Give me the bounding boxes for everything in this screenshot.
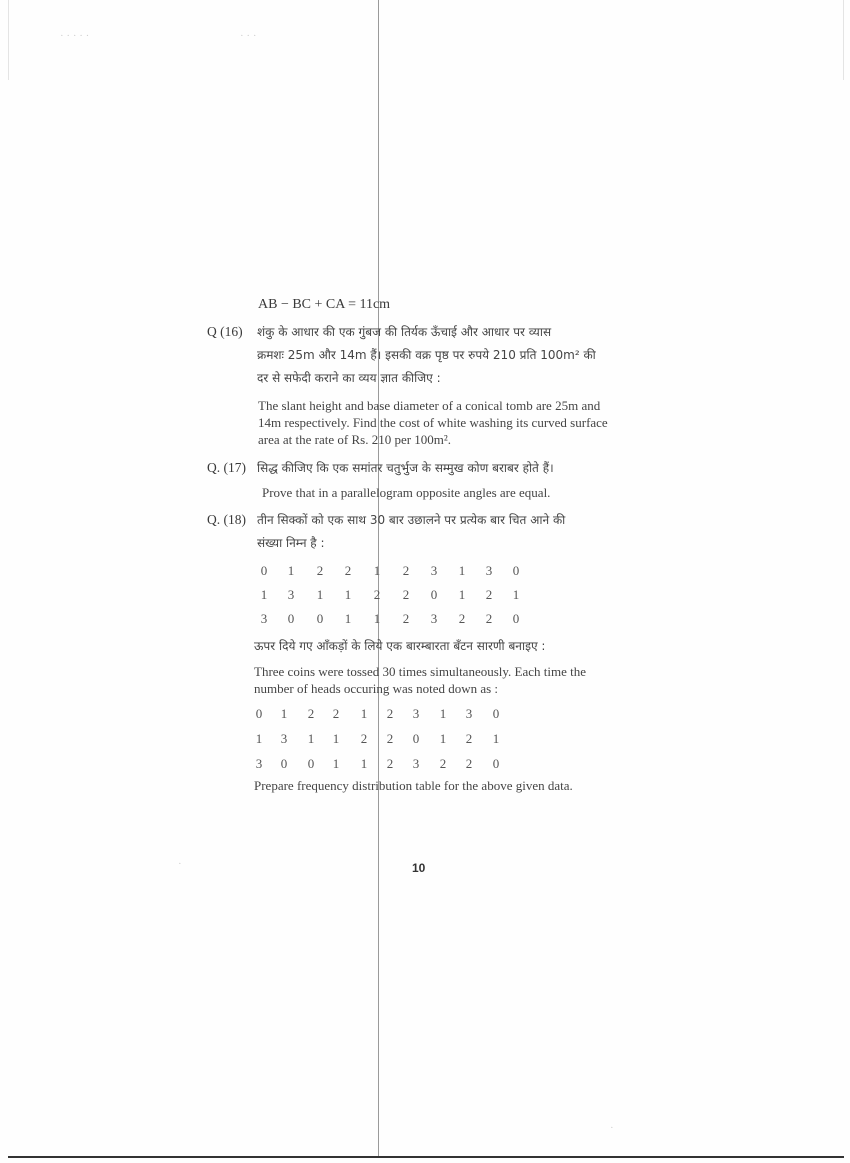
q16-english-line-2: 14m respectively. Find the cost of white washing its curved surface bbox=[258, 415, 608, 430]
scan-edge-right bbox=[843, 0, 844, 80]
q16-english-line-1: The slant height and base diameter of a conical tomb are 25m and bbox=[258, 398, 601, 413]
q18-english-line-2: number of heads occuring was noted down as : bbox=[254, 681, 499, 696]
q17-hindi: सिद्ध कीजिए कि एक समांतर चतुर्भुज के सम्मुख कोण बराबर होते हैं। bbox=[257, 461, 554, 475]
scan-fold-line bbox=[378, 0, 379, 1158]
q16-hindi-line-1: शंकु के आधार की एक गुंबज की तिर्यक ऊँचाई और आधार पर व्यास bbox=[257, 325, 552, 339]
bleed-through-mark: · · · bbox=[240, 30, 257, 42]
q16-hindi-line-3: दर से सफेदी कराने का व्यय ज्ञात कीजिए : bbox=[257, 371, 441, 385]
page-number: 10 bbox=[412, 861, 426, 875]
scan-bottom-edge bbox=[8, 1156, 844, 1158]
question-18-label: Q. (18) bbox=[207, 512, 246, 527]
q18-hindi-line-2: संख्या निम्न है : bbox=[257, 536, 325, 550]
scan-speck: · bbox=[178, 858, 182, 870]
q18-english-line-1: Three coins were tossed 30 times simultaneously. Each time the bbox=[254, 664, 587, 679]
q16-english-line-3: area at the rate of Rs. 210 per 100m². bbox=[258, 432, 452, 447]
document-page: · · · · · · · · AB − BC + CA = 11cm Q (16) शंकु के आधार की एक गुंबज की तिर्यक ऊँचाई और आधार पर व्यास क्रमशः 25m और 14m हैं। इसकी वक्र पृष्ठ पर रुपये 210 प्रति 100m² की दर से सफेदी कराने का व्यय ज्ञात कीजिए : The slant height and base diameter of a conical tomb are 25m and 14m respectively. Find the cost of white washing its curved surface area at the rate of Rs. 210 per 100m². Q. (17) सिद्ध कीजिए कि एक समांतर चतुर्भुज के सम्मुख कोण बराबर होते हैं। Prove that in a parallelogram opposite angles are equal. Q. (18) तीन सिक्कों को एक साथ 30 बार उछालने पर प्रत्येक बार चित आने की संख्या निम्न है : 0 1 2 2 1 2 3 1 3 0 1 3 1 1 2 2 0 1 2 1 3 0 0 1 1 2 3 2 2 0 ऊपर दिये गए आँकड़ों के लिये एक बारम्बारता बँटन सारणी बनाइए : Three coins were tossed 30 times simultaneously. Each time the number of heads occuring was noted down as : 0 1 2 2 1 2 3 1 3 0 1 3 1 1 2 2 0 1 2 1 3 0 0 1 1 2 3 2 2 0 Prepare frequency distribution table for the above given data. 10 · · bbox=[0, 0, 850, 1163]
q18-english-instruction: Prepare frequency distribution table for the above given data. bbox=[254, 778, 573, 793]
q18-hindi-line-1: तीन सिक्कों को एक साथ 30 बार उछालने पर प्रत्येक बार चित आने की bbox=[257, 513, 566, 527]
bleed-through-mark: · · · · · bbox=[60, 30, 90, 42]
question-16-label: Q (16) bbox=[207, 324, 243, 339]
question-17-label: Q. (17) bbox=[207, 460, 246, 475]
equation-line: AB − BC + CA = 11cm bbox=[258, 297, 391, 312]
scan-speck: · bbox=[610, 1122, 614, 1134]
q16-hindi-line-2: क्रमशः 25m और 14m हैं। इसकी वक्र पृष्ठ पर रुपये 210 प्रति 100m² की bbox=[257, 348, 596, 362]
q17-english: Prove that in a parallelogram opposite angles are equal. bbox=[262, 485, 551, 500]
q18-hindi-instruction: ऊपर दिये गए आँकड़ों के लिये एक बारम्बारता बँटन सारणी बनाइए : bbox=[254, 639, 546, 653]
scan-edge-left bbox=[8, 0, 9, 80]
